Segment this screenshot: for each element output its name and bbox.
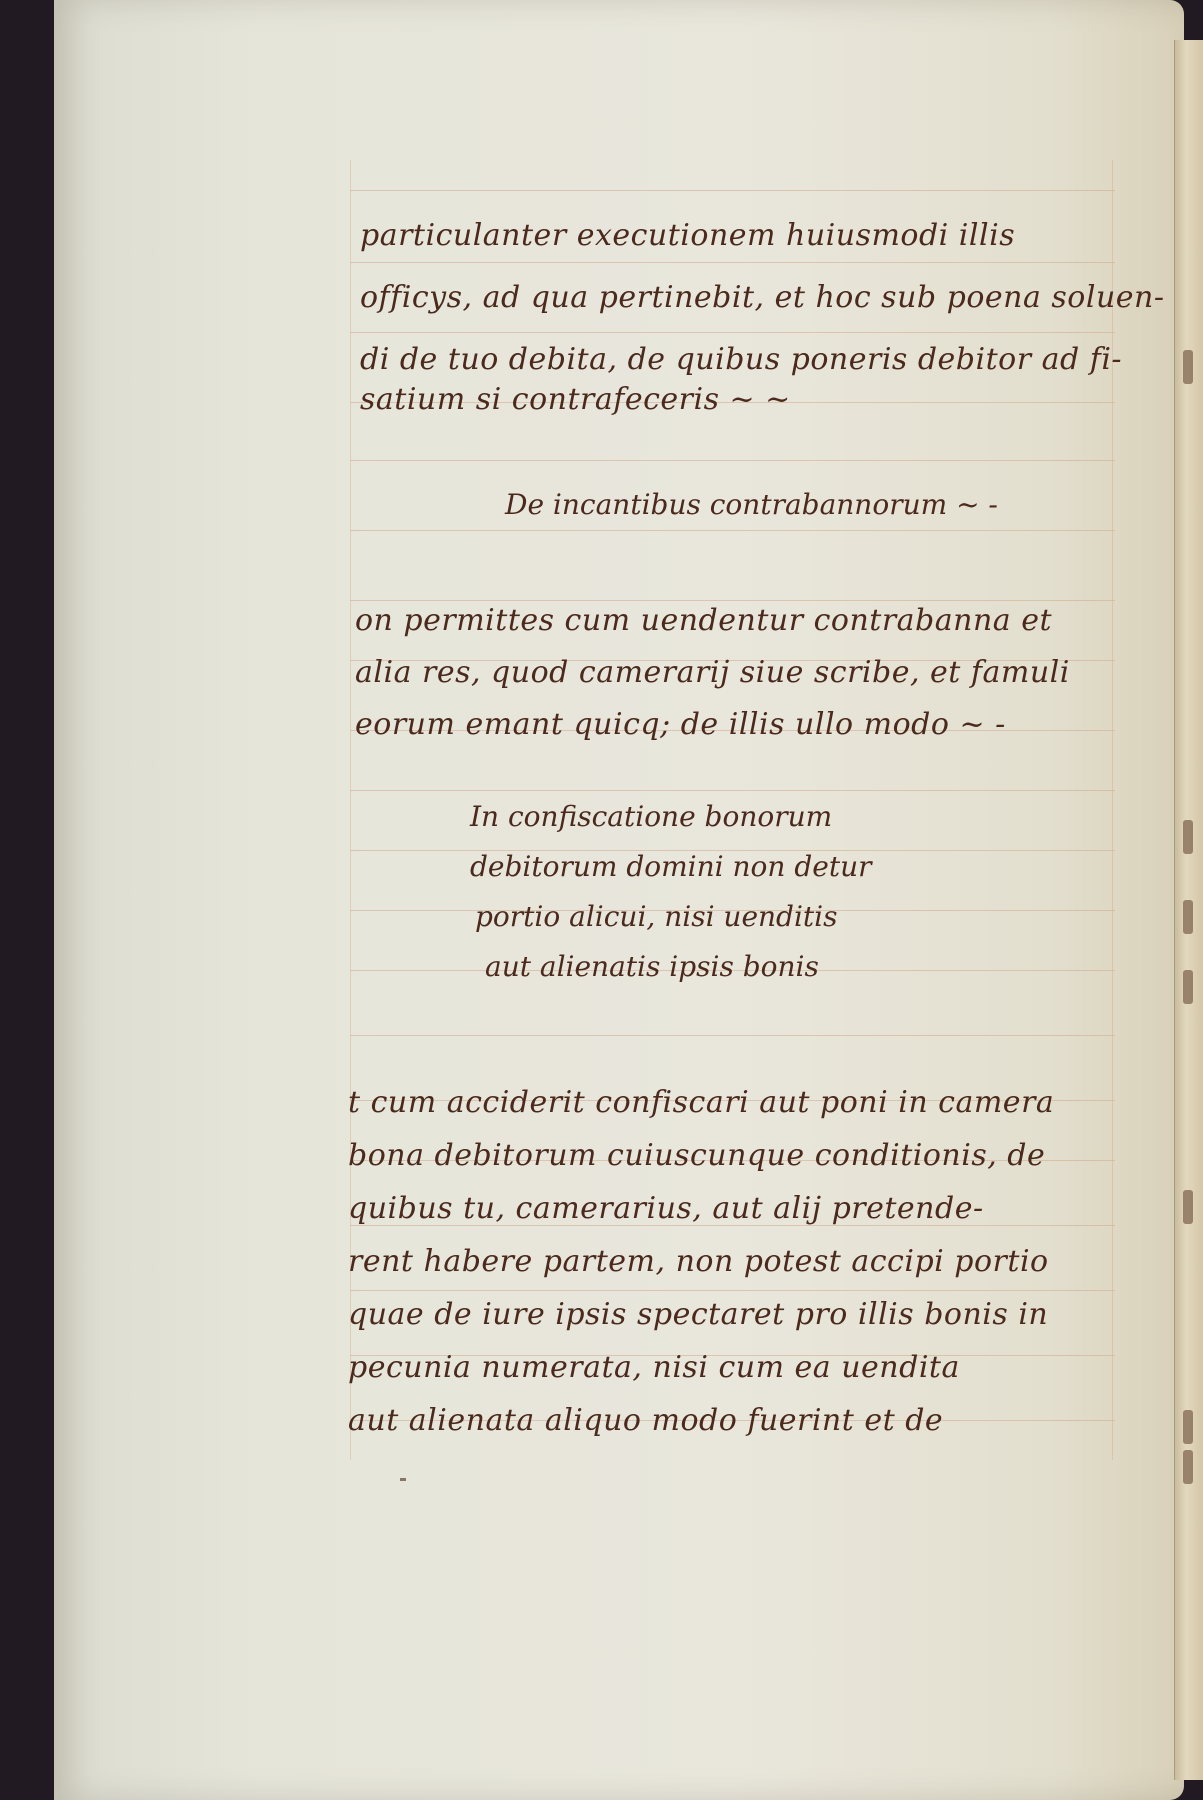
ruled-line xyxy=(350,190,1115,191)
text-line: pecunia numerata, nisi cum ea uendita xyxy=(348,1350,960,1385)
ruled-line xyxy=(350,1290,1115,1291)
text-line: quae de iure ipsis spectaret pro illis bonis in xyxy=(348,1297,1049,1332)
text-line: aut alienata aliquo modo fuerint et de xyxy=(348,1403,944,1438)
text-line: portio alicui, nisi uenditis xyxy=(475,900,838,933)
text-line: In confiscatione bonorum xyxy=(470,800,833,833)
text-line: bona debitorum cuiuscunque conditionis, de xyxy=(348,1138,1046,1173)
text-line: particulanter executionem huiusmodi illis xyxy=(360,218,1016,253)
text-line: aut alienatis ipsis bonis xyxy=(485,950,819,983)
text-line: debitorum domini non detur xyxy=(470,850,872,883)
text-line: on permittes cum uendentur contrabanna et xyxy=(355,603,1053,638)
text-line: officys, ad qua pertinebit, et hoc sub poena soluen- xyxy=(360,280,1165,315)
ink-speck xyxy=(400,1478,406,1481)
text-line: rent habere partem, non potest accipi portio xyxy=(348,1244,1049,1279)
text-line: quibus tu, camerarius, aut alij pretende- xyxy=(348,1191,984,1226)
ruled-line xyxy=(350,262,1115,263)
text-line: di de tuo debita, de quibus poneris debitor ad fi- xyxy=(360,342,1123,377)
ruled-line xyxy=(350,530,1115,531)
text-line: alia res, quod camerarij siue scribe, et famuli xyxy=(355,655,1070,690)
ruled-line xyxy=(350,600,1115,601)
ruled-line xyxy=(350,460,1115,461)
text-line: satium si contrafeceris ~ ~ xyxy=(360,382,791,417)
section-heading: De incantibus contrabannorum ~ - xyxy=(505,488,998,521)
ruled-line xyxy=(350,1035,1115,1036)
text-line: eorum emant quicq; de illis ullo modo ~ - xyxy=(355,707,1006,742)
ruled-line xyxy=(350,790,1115,791)
text-line: t cum acciderit confiscari aut poni in camera xyxy=(348,1085,1055,1120)
adjacent-leaf-ink-marks xyxy=(1177,40,1201,1780)
adjacent-leaf-edge xyxy=(1174,40,1203,1780)
ruled-line xyxy=(350,332,1115,333)
